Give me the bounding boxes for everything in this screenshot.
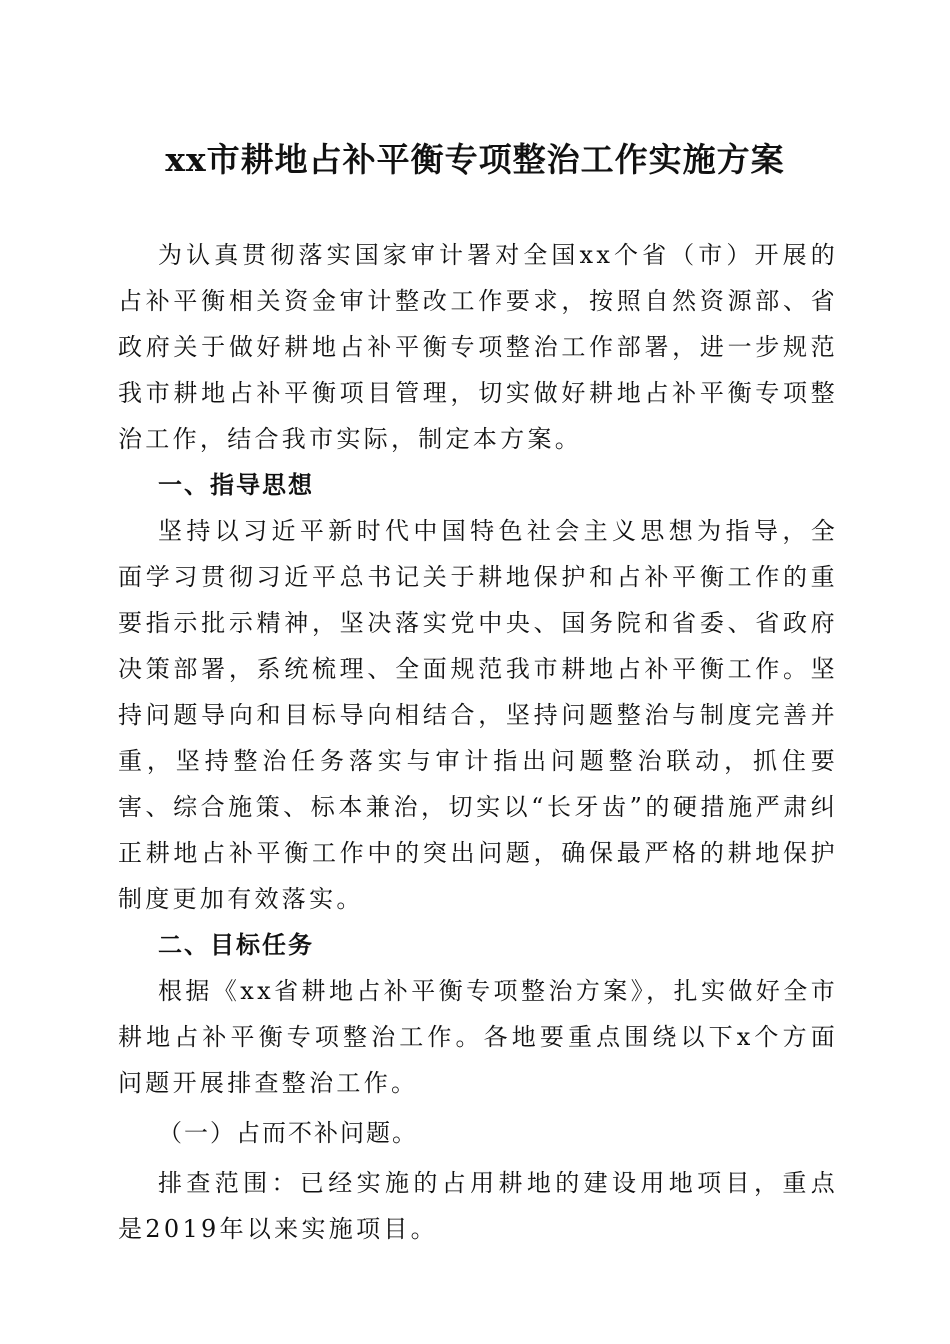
- document-title: xx市耕地占补平衡专项整治工作实施方案: [165, 140, 785, 179]
- intro-paragraph: 为认真贯彻落实国家审计署对全国xx个省（市）开展的占补平衡相关资金审计整改工作要求，按照自然资源部、省政府关于做好耕地占补平衡专项整治工作部署，进一步规范我市耕地占补平衡项目管理，切实做好耕地占补平衡专项整治工作，结合我市实际，制定本方案。: [118, 241, 838, 453]
- subsection-heading-occupy-without-compensation: （一）占而不补问题。: [158, 1119, 418, 1147]
- guiding-ideology-paragraph: 坚持以习近平新时代中国特色社会主义思想为指导，全面学习贯彻习近平总书记关于耕地保护和占补平衡工作的重要指示批示精神，坚决落实党中央、国务院和省委、省政府决策部署，系统梳理、全面规范我市耕地占补平衡工作。坚持问题导向和目标导向相结合，坚持问题整治与制度完善并重，坚持整治任务落实与审计指出问题整治联动，抓住要害、综合施策、标本兼治，切实以“长牙齿”的硬措施严肃纠正耕地占补平衡工作中的突出问题，确保最严格的耕地保护制度更加有效落实。: [118, 517, 838, 913]
- goals-tasks-paragraph: 根据《xx省耕地占补平衡专项整治方案》，扎实做好全市耕地占补平衡专项整治工作。各地要重点围绕以下x个方面问题开展排查整治工作。: [118, 977, 838, 1097]
- document-body: [118, 232, 838, 1252]
- investigation-scope-paragraph: 排查范围：已经实施的占用耕地的建设用地项目，重点是2019年以来实施项目。: [118, 1169, 838, 1243]
- section-heading-goals-tasks: 二、目标任务: [158, 931, 314, 959]
- section-heading-guiding-ideology: 一、指导思想: [158, 471, 314, 499]
